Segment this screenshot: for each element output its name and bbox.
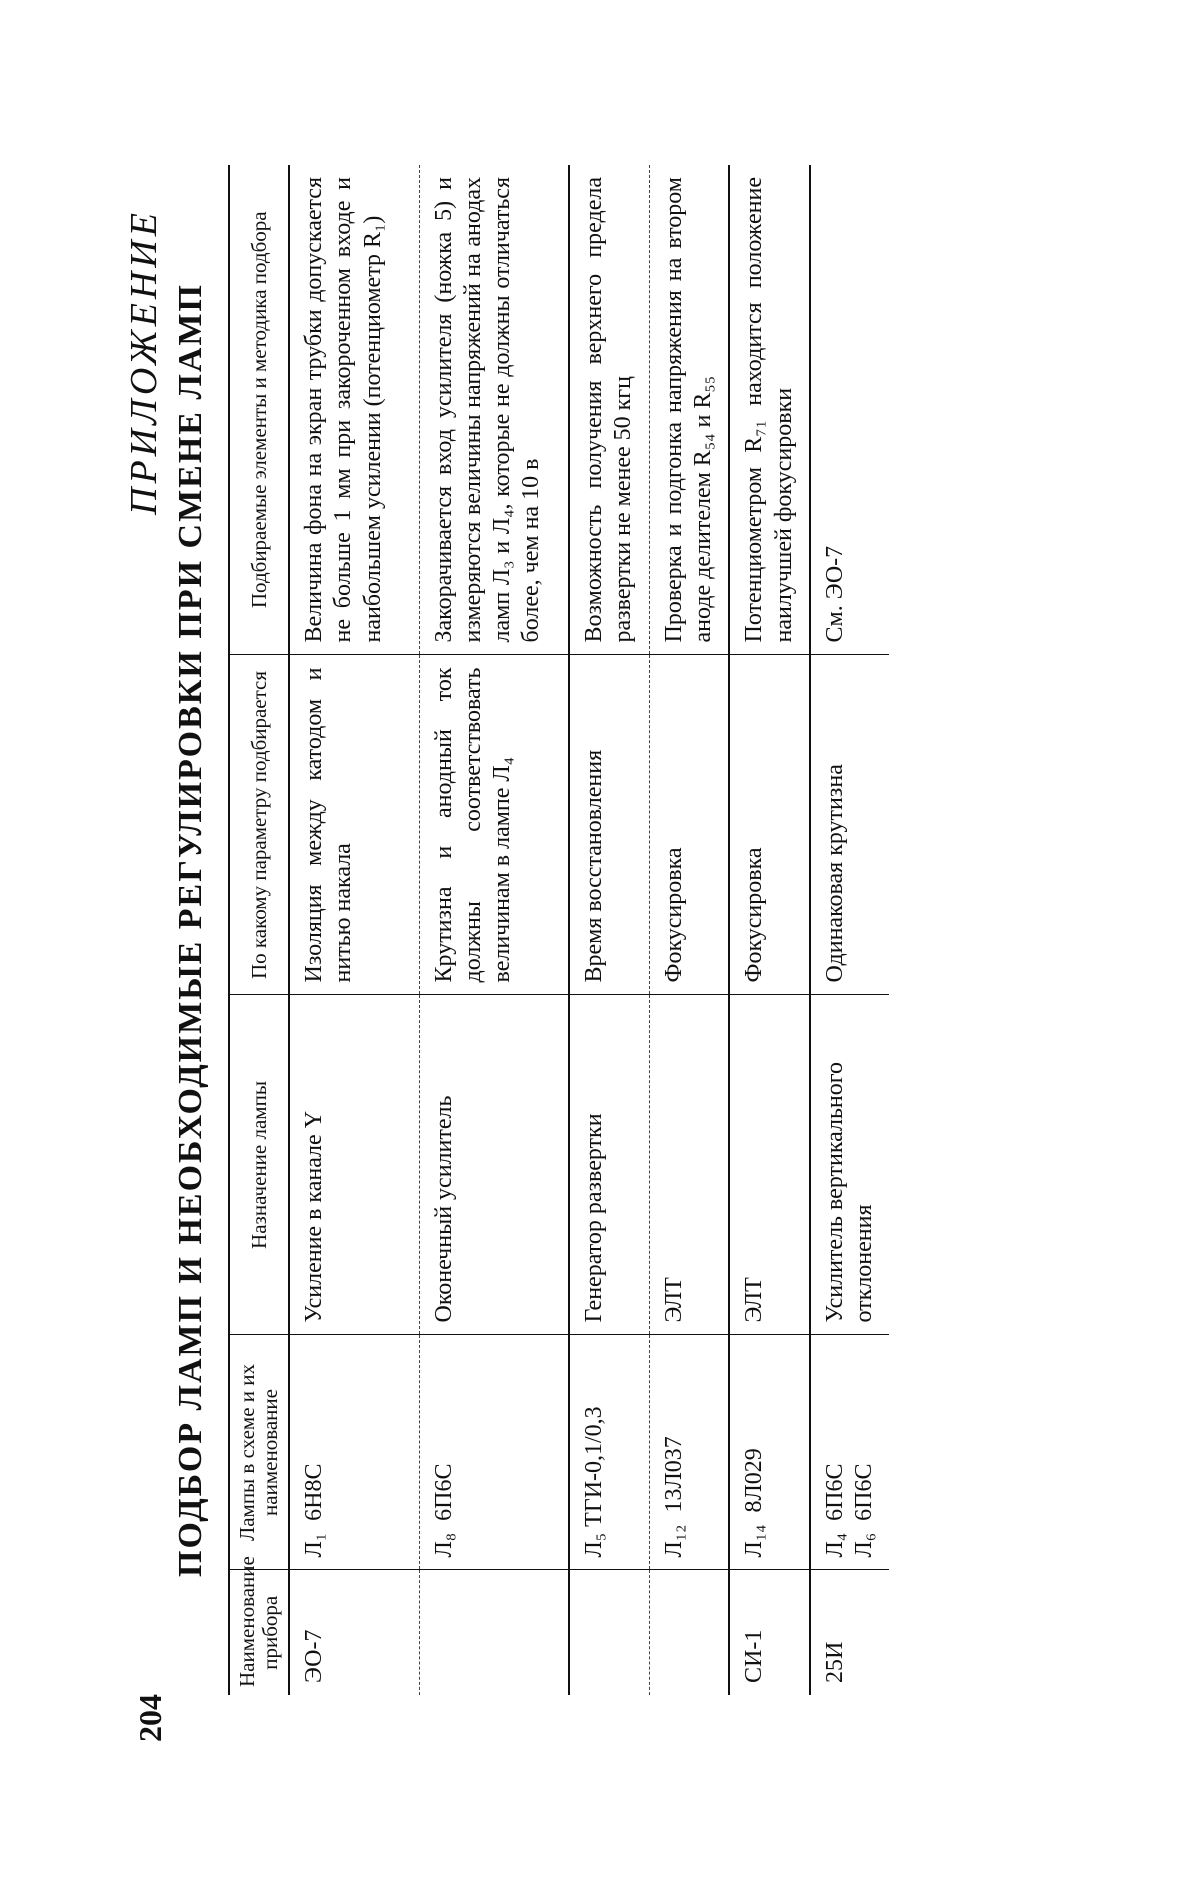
tube-selection-table (228, 165, 889, 1695)
cell-purpose: Усиление в канале Y (289, 995, 419, 1335)
tube-ref: Л₁ (301, 1532, 328, 1558)
cell-purpose: Оконечный усилитель (419, 995, 569, 1335)
cell-parameter: Время восстановления (569, 655, 649, 995)
cell-tube (729, 1335, 810, 1570)
table-header-row (229, 165, 289, 1695)
cell-tube (569, 1335, 649, 1570)
cell-parameter: Одинаковая крутизна (810, 655, 890, 995)
tube-ref: Л₅ (581, 1532, 608, 1558)
header-tubes: Лампы в схеме и их наименование (229, 1335, 289, 1570)
tube-type: 6П6С (430, 1463, 457, 1521)
page-number: 204 (132, 1694, 168, 1742)
cell-parameter: Фокусировка (729, 655, 810, 995)
tube-type: 8Л029 (741, 1448, 768, 1513)
cell-tube (649, 1335, 729, 1570)
tube-type: 13Л037 (660, 1436, 687, 1513)
table-row (810, 165, 890, 1695)
tube-type: 6П6С (821, 1463, 848, 1521)
cell-purpose: ЭЛТ (649, 995, 729, 1335)
tube-type: 6П6С (851, 1463, 878, 1521)
cell-tube (810, 1335, 890, 1570)
page-title: ПОДБОР ЛАМП И НЕОБХОДИМЫЕ РЕГУЛИРОВКИ ПРИ СМЕНЕ ЛАМП (172, 283, 209, 1577)
tube-type: ТГИ-0,1/0,3 (581, 1406, 608, 1527)
header-purpose: Назначение лампы (229, 995, 289, 1335)
tube-type: 6Н8С (301, 1463, 328, 1521)
table-row (419, 165, 569, 1695)
cell-device: СИ-1 (729, 1570, 810, 1695)
cell-device (649, 1570, 729, 1695)
header-parameter: По какому параметру подбирается (229, 655, 289, 995)
tube-ref: Л₁₂ (660, 1524, 687, 1558)
tube-ref: Л₄ (821, 1532, 848, 1558)
header-method: Подбираемые элементы и методика подбора (229, 165, 289, 655)
cell-parameter: Фокусировка (649, 655, 729, 995)
cell-device (569, 1570, 649, 1695)
cell-purpose: Генератор развертки (569, 995, 649, 1335)
cell-device (419, 1570, 569, 1695)
table-row (289, 165, 419, 1695)
cell-method: Возможность получения верхнего предела развертки не менее 50 кгц (569, 165, 649, 655)
cell-device: ЭО-7 (289, 1570, 419, 1695)
cell-purpose: Усилитель вертикального отклонения (810, 995, 890, 1335)
tube-ref: Л₈ (430, 1532, 457, 1558)
cell-parameter: Крутизна и анодный ток должны соответствовать величинам в лампе Л₄ (419, 655, 569, 995)
table-row (569, 165, 649, 1695)
cell-purpose: ЭЛТ (729, 995, 810, 1335)
header-device: Наименование прибора (229, 1570, 289, 1695)
tube-ref: Л₆ (851, 1532, 878, 1558)
cell-tube (289, 1335, 419, 1570)
table-row (729, 165, 810, 1695)
tube-ref: Л₁₄ (741, 1524, 768, 1558)
cell-method: См. ЭО-7 (810, 165, 890, 655)
appendix-label: ПРИЛОЖЕНИЕ (123, 209, 165, 515)
cell-tube (419, 1335, 569, 1570)
table-row (649, 165, 729, 1695)
cell-method: Величина фона на экран трубки допускается не больше 1 мм при закороченном входе и наибольшем усилении (потенциометр R₁) (289, 165, 419, 655)
cell-method: Потенциометром R₇₁ находится положение наилучшей фокусировки (729, 165, 810, 655)
cell-method: Закорачивается вход усилителя (ножка 5) и измеряются величины напряжений на анодах ламп Л₃ и Л₄, которые не должны отличаться более, чем на 10 в (419, 165, 569, 655)
cell-parameter: Изоляция между катодом и нитью накала (289, 655, 419, 995)
cell-method: Проверка и подгонка напряжения на втором аноде делителем R₅₄ и R₅₅ (649, 165, 729, 655)
cell-device: 25И (810, 1570, 890, 1695)
